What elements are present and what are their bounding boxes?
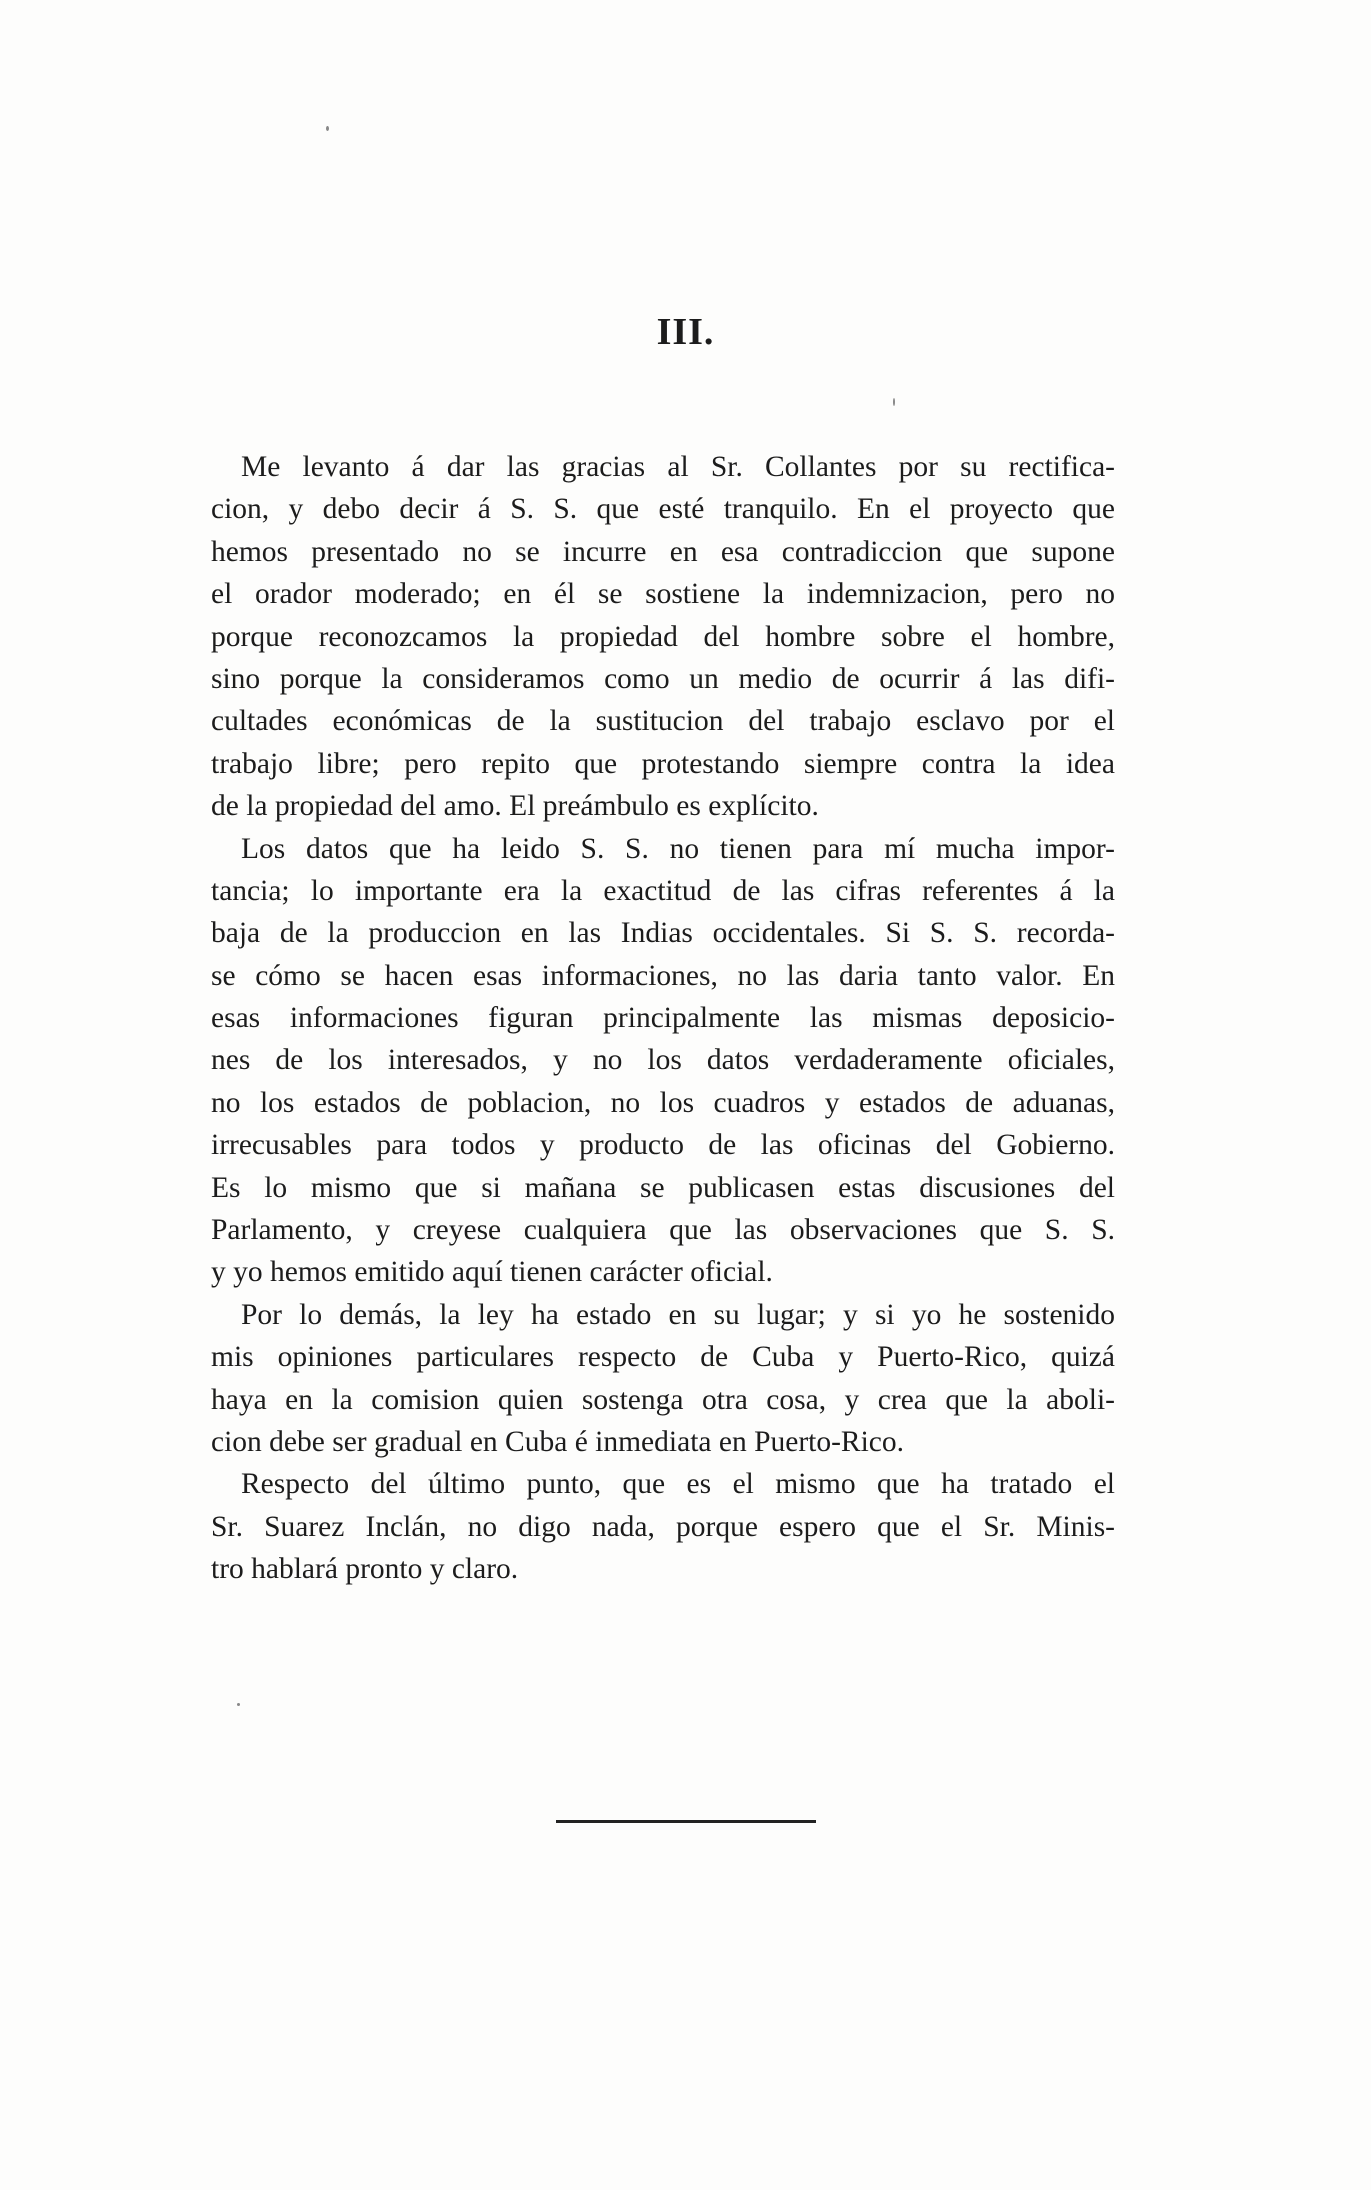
text-line: no los estados de poblacion, no los cuadros y estados de aduanas, [211, 1086, 1115, 1119]
text-line: el orador moderado; en él se sostiene la indemnizacion, pero no [211, 578, 1115, 611]
text-line: baja de la produccion en las Indias occidentales. Si S. S. recorda- [211, 917, 1115, 950]
text-line: irrecusables para todos y producto de las oficinas del Gobierno. [211, 1129, 1115, 1162]
text-line: Respecto del último punto, que es el mismo que ha tratado el [241, 1468, 1115, 1501]
text-line: de la propiedad del amo. El preámbulo es explícito. [211, 790, 819, 823]
text-line: cultades económicas de la sustitucion del trabajo esclavo por el [211, 705, 1115, 738]
text-line: cion, y debo decir á S. S. que esté tranquilo. En el proyecto que [211, 493, 1115, 526]
text-line: Los datos que ha leido S. S. no tienen para mí mucha impor- [241, 832, 1115, 865]
text-line: Parlamento, y creyese cualquiera que las observaciones que S. S. [211, 1214, 1115, 1247]
print-speck [893, 398, 895, 406]
section-heading: III. [656, 311, 715, 353]
text-line: tro hablará pronto y claro. [211, 1553, 519, 1586]
text-line: trabajo libre; pero repito que protestando siempre contra la idea [211, 747, 1115, 780]
text-line: tancia; lo importante era la exactitud de las cifras referentes á la [211, 874, 1115, 907]
text-line: nes de los interesados, y no los datos verdaderamente oficiales, [211, 1044, 1115, 1077]
closing-rule [556, 1820, 816, 1823]
text-line: y yo hemos emitido aquí tienen carácter oficial. [211, 1256, 773, 1289]
text-line: Es lo mismo que si mañana se publicasen estas discusiones del [211, 1171, 1115, 1204]
text-line: sino porque la consideramos como un medio de ocurrir á las difi- [211, 662, 1115, 695]
text-line: Por lo demás, la ley ha estado en su lugar; y si yo he sostenido [241, 1298, 1115, 1331]
text-line: Me levanto á dar las gracias al Sr. Collantes por su rectifica- [241, 451, 1115, 483]
text-line: mis opiniones particulares respecto de Cuba y Puerto-Rico, quizá [211, 1341, 1115, 1374]
body-text [211, 446, 1115, 1591]
text-line: hemos presentado no se incurre en esa contradiccion que supone [211, 535, 1115, 568]
print-speck [326, 126, 329, 131]
text-line: porque reconozcamos la propiedad del hombre sobre el hombre, [211, 620, 1115, 653]
text-line: se cómo se hacen esas informaciones, no las daria tanto valor. En [211, 959, 1115, 992]
text-line: Sr. Suarez Inclán, no digo nada, porque espero que el Sr. Minis- [211, 1510, 1115, 1543]
print-speck [237, 1703, 240, 1706]
text-line: esas informaciones figuran principalmente las mismas deposicio- [211, 1002, 1115, 1035]
text-line: haya en la comision quien sostenga otra cosa, y crea que la aboli- [211, 1383, 1115, 1416]
text-line: cion debe ser gradual en Cuba é inmediata en Puerto-Rico. [211, 1425, 905, 1458]
